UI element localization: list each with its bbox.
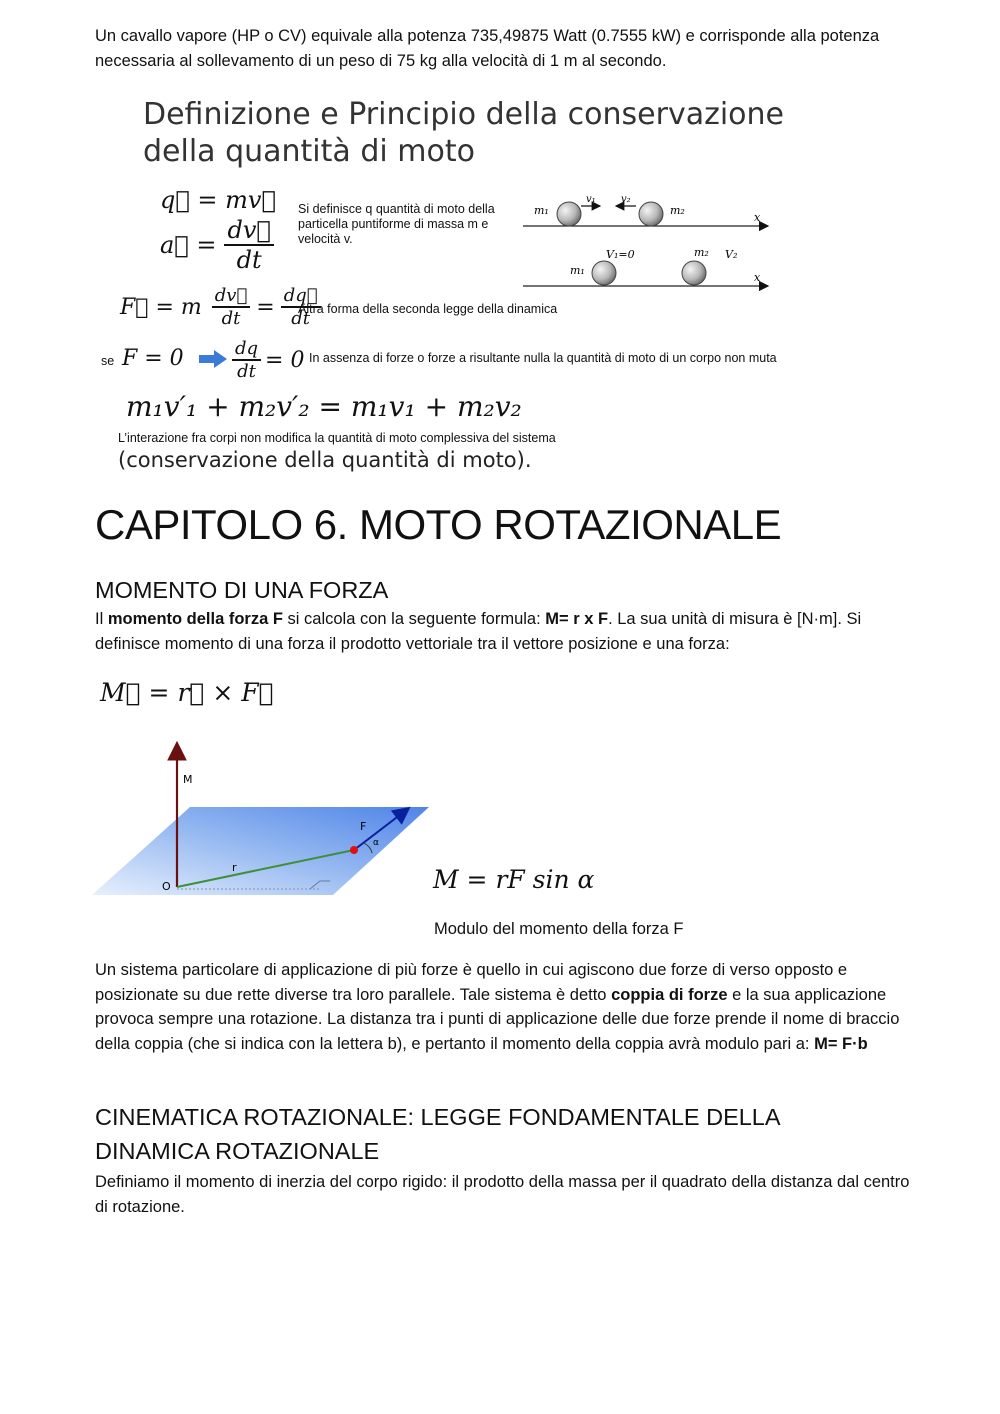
se-label: se bbox=[101, 354, 115, 368]
label-m2: m₂ bbox=[670, 204, 685, 217]
force-den-1: dt bbox=[221, 308, 241, 329]
slide-title-line1: Definizione e Principio della conservazione bbox=[143, 97, 785, 132]
label-alpha: α bbox=[373, 838, 379, 848]
dq-right: = 0 bbox=[265, 347, 305, 373]
label-v2: v₂ bbox=[621, 194, 631, 205]
momento-p1-e: . La sua unità di misura è [N·m]. Si definisce momento di una forza il prodotto vettoriale tra il vettore posizione e una forza: bbox=[95, 610, 862, 653]
momentum-definition-eq: q⃗ = mv⃗ bbox=[160, 186, 276, 214]
interaction-note: L’interazione fra corpi non modifica la quantità di moto complessiva del sistema bbox=[118, 431, 556, 445]
ball-m2-bottom bbox=[682, 261, 706, 285]
moment-figure bbox=[92, 735, 437, 900]
force-num-2: dq⃗ bbox=[281, 285, 321, 308]
coppia-p2-a: Un sistema particolare di applicazione di più forze è quello in cui agiscono due forze di verso opposto e posizionate su due rette diverse tra loro parallele. Tale sistema è detto bbox=[95, 961, 848, 1004]
label-v1-zero: V₁=0 bbox=[606, 248, 635, 261]
intro-paragraph: Un cavallo vapore (HP o CV) equivale alla potenza 735,49875 Watt (0.7555 kW) e corrisponde alla potenza necessaria al sollevamento di un peso di 75 kg alla velocità di 1 m al secondo. bbox=[95, 27, 880, 70]
momento-p1-d: M= r x F bbox=[545, 610, 609, 628]
plane-surface bbox=[92, 807, 429, 895]
coppia-p2-b: coppia di forze bbox=[611, 985, 728, 1004]
figure-caption: Modulo del momento della forza F bbox=[434, 920, 684, 938]
label-v1: v₁ bbox=[586, 194, 596, 205]
momento-paragraph bbox=[95, 607, 910, 656]
acceleration-eq-left: a⃗ = bbox=[160, 231, 217, 259]
force-num-1: dv⃗ bbox=[212, 285, 251, 308]
label-M: M bbox=[183, 773, 193, 786]
dq-den: dt bbox=[237, 361, 256, 382]
label-x-bottom: x bbox=[754, 271, 761, 284]
dq-fraction bbox=[232, 338, 261, 382]
chapter-title: CAPITOLO 6. MOTO ROTAZIONALE bbox=[95, 501, 782, 548]
ball-m2-top bbox=[639, 202, 663, 226]
ball-m1-bottom bbox=[592, 261, 616, 285]
second-law-note: Altra forma della seconda legge della dinamica bbox=[298, 302, 558, 316]
force-eq-equals: = bbox=[256, 294, 275, 320]
acceleration-fraction bbox=[224, 216, 273, 274]
coppia-p2-d: M= F·b bbox=[814, 1034, 868, 1053]
no-force-note: In assenza di forze o forze a risultante nulla la quantità di moto di un corpo non muta bbox=[309, 351, 777, 365]
section-heading-cinematica: CINEMATICA ROTAZIONALE: LEGGE FONDAMENTALE DELLA DINAMICA ROTAZIONALE bbox=[95, 1104, 780, 1164]
slide-title bbox=[143, 96, 784, 170]
conservation-label: (conservazione della quantità di moto). bbox=[118, 448, 532, 472]
conservation-eq: m₁v′₁ + m₂v′₂ = m₁v₁ + m₂v₂ bbox=[126, 390, 522, 423]
slide-title-line2: della quantità di moto bbox=[143, 134, 475, 169]
application-point bbox=[350, 846, 358, 854]
coppia-p2-c: e la sua applicazione provoca sempre una rotazione. La distanza tra i punti di applicazione delle due forze prende il nome di braccio della coppia (che si indica con la lettera b), e pertanto il momento della coppia avrà modulo pari a: bbox=[95, 985, 900, 1053]
label-m1-bottom: m₁ bbox=[570, 264, 585, 277]
momento-p1-c: si calcola con la seguente formula: bbox=[282, 610, 546, 628]
vector-moment-eq: M⃗ = r⃗ × F⃗ bbox=[100, 678, 274, 707]
momento-p1-a: Il bbox=[95, 610, 108, 628]
label-O: O bbox=[162, 880, 171, 893]
force-eq bbox=[120, 285, 321, 329]
coppia-paragraph bbox=[95, 958, 910, 1056]
zero-force-eq: F = 0 bbox=[122, 346, 184, 371]
acceleration-num: dv⃗ bbox=[224, 216, 273, 246]
section-heading-momento: MOMENTO DI UNA FORZA bbox=[95, 577, 389, 603]
dq-zero-eq bbox=[232, 338, 304, 382]
label-F: F bbox=[360, 820, 367, 833]
modulus-eq: M = rF sin α bbox=[433, 865, 595, 894]
force-fraction-1 bbox=[212, 285, 251, 329]
acceleration-eq bbox=[160, 216, 274, 274]
acceleration-den: dt bbox=[236, 246, 262, 274]
label-x-top: x bbox=[754, 211, 761, 224]
collision-diagram bbox=[518, 188, 778, 294]
label-m1: m₁ bbox=[534, 204, 549, 217]
momento-p1-b: momento della forza F bbox=[107, 610, 283, 628]
label-V2: V₂ bbox=[725, 248, 738, 261]
force-den-2: dt bbox=[291, 308, 310, 329]
cinematica-paragraph: Definiamo il momento di inerzia del corpo rigido: il prodotto della massa per il quadrato della distanza dal centro di rotazione. bbox=[95, 1173, 910, 1216]
label-m2-bottom: m₂ bbox=[694, 246, 709, 259]
force-eq-left: F⃗ = m bbox=[120, 294, 202, 320]
dq-num: dq bbox=[232, 338, 261, 361]
implies-arrow-icon bbox=[198, 350, 228, 368]
ball-m1-top bbox=[557, 202, 581, 226]
definition-note: Si definisce q quantità di moto della particella puntiforme di massa m e velocità v. bbox=[298, 202, 495, 246]
label-r: r bbox=[232, 861, 237, 874]
